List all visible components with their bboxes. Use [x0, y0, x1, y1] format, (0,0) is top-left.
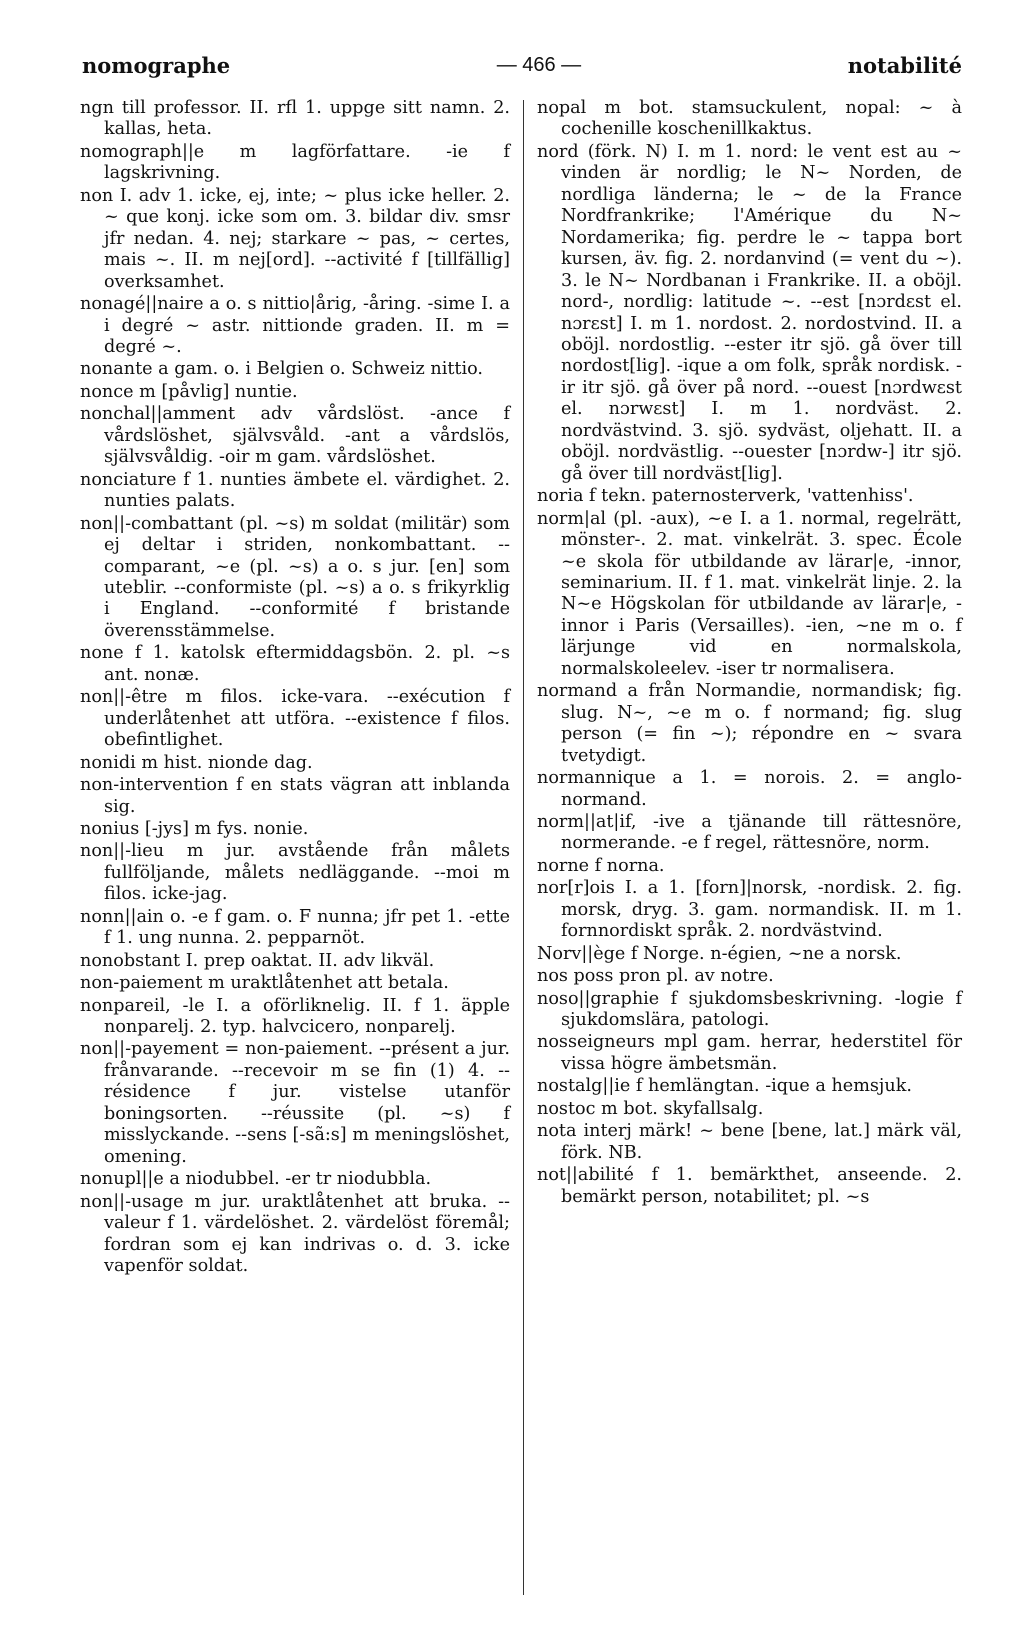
dictionary-entry: noria f tekn. paternosterverk, 'vattenhiss'.: [537, 486, 914, 507]
dictionary-entry: nostoc m bot. skyfallsalg.: [537, 1098, 764, 1119]
dictionary-entry: nonpareil, -le I. a oförliknelig. II. f 1. äpple nonparelj. 2. typ. halvcicero, nonparelj.: [80, 995, 510, 1038]
dictionary-entry: norne f norna.: [537, 855, 665, 876]
dictionary-entry: ngn till professor. II. rfl 1. uppge sitt namn. 2. kallas, heta.: [80, 98, 510, 140]
dictionary-entry: nonante a gam. o. i Belgien o. Schweiz nittio.: [80, 359, 483, 380]
dictionary-entry: nonciature f 1. nunties ämbete el. värdighet. 2. nunties palats.: [80, 469, 510, 512]
dictionary-entry: nosseigneurs mpl gam. herrar, hederstitel för vissa högre ämbetsmän.: [537, 1032, 962, 1074]
dictionary-entry: nonagé||naire a o. s nittio|årig, -åring. -sime I. a i degré ~ astr. nittionde graden. II. m = degré ~.: [80, 294, 510, 357]
dictionary-entry: nonidi m hist. nionde dag.: [80, 752, 313, 773]
dictionary-entry: normand a från Normandie, normandisk; fig. slug. N~, ~e m o. f normand; fig. slug person (= fin ~); répondre en ~ svara tvetydigt.: [537, 681, 962, 766]
dictionary-entry: nota interj märk! ~ bene [bene, lat.] märk väl, förk. NB.: [537, 1121, 962, 1163]
dictionary-entry: non||-être m filos. icke-vara. --exécution f underlåtenhet att utföra. --existence f filos. obefintlighet.: [80, 687, 510, 751]
right-guide-word: notabilité: [847, 52, 962, 78]
dictionary-entry: nonce m [påvlig] nuntie.: [80, 381, 298, 402]
dictionary-entry: nos poss pron pl. av notre.: [537, 966, 774, 987]
dictionary-entry: normannique a 1. = norois. 2. = anglo-normand.: [537, 768, 962, 810]
dictionary-entry: non||-usage m jur. uraktlåtenhet att bruka. --valeur f 1. värdelöshet. 2. värdelöst föremål; fordran som ej kan indrivas o. d. 3. icke vapenför soldat.: [80, 1191, 510, 1277]
dictionary-entry: non-paiement m uraktlåtenhet att betala.: [80, 973, 449, 994]
dictionary-entry: non||-combattant (pl. ~s) m soldat (militär) som ej deltar i striden, nonkombattant. --comparant, ~e (pl. ~s) a o. s jur. [en] som uteblir. --conformiste (pl. ~s) a o. s frikyrklig i England. --conformité f bristande överensstämmelse.: [80, 513, 510, 641]
dictionary-entry: Norv||ège f Norge. n-égien, ~ne a norsk.: [537, 943, 902, 964]
dictionary-entry: not||abilité f 1. bemärkthet, anseende. 2. bemärkt person, notabilitet; pl. ~s: [537, 1165, 962, 1207]
dictionary-entry: nonupl||e a niodubbel. -er tr niodubbla.: [80, 1169, 432, 1190]
left-column: [80, 98, 510, 1278]
dictionary-entry: non-intervention f en stats vägran att inblanda sig.: [80, 775, 510, 817]
dictionary-entry: non I. adv 1. icke, ej, inte; ~ plus icke heller. 2. ~ que konj. icke som om. 3. bildar div. smsr jfr nedan. 4. nej; starkare ~ pas, ~ certes, mais ~. II. m nej[ord]. --activité f [tillfällig] overksamhet.: [80, 185, 510, 292]
dictionary-entry: nomograph||e m lagförfattare. -ie f lagskrivning.: [80, 141, 510, 184]
dictionary-entry: non||-payement = non-paiement. --présent a jur. frånvarande. --recevoir m se fin (1) 4. --résidence f jur. vistelse utanför boningsorten. --réussite (pl. ~s) f misslyckande. --sens [-sã:s] m meningslöshet, omening.: [80, 1039, 510, 1167]
dictionary-entry: noso||graphie f sjukdomsbeskrivning. -logie f sjukdomslära, patologi.: [537, 988, 962, 1031]
dictionary-entry: none f 1. katolsk eftermiddagsbön. 2. pl. ~s ant. nonæ.: [80, 643, 510, 685]
dictionary-entry: nonius [-jys] m fys. nonie.: [80, 818, 309, 839]
dictionary-entry: norm||at|if, -ive a tjänande till rättesnöre, normerande. -e f regel, rättesnöre, norm.: [537, 811, 962, 854]
column-divider: [523, 100, 524, 1595]
page-number: — 466 —: [496, 53, 582, 76]
dictionary-entry: nostalg||ie f hemlängtan. -ique a hemsjuk.: [537, 1076, 912, 1097]
left-guide-word: nomographe: [82, 52, 231, 78]
right-column: [537, 98, 962, 1209]
page-header: [82, 48, 962, 82]
dictionary-entry: nonchal||amment adv vårdslöst. -ance f vårdslöshet, självsvåld. -ant a vårdslös, självsvåldig. -oir m gam. vårdslöshet.: [80, 404, 510, 468]
dictionary-entry: nopal m bot. stamsuckulent, nopal: ~ à cochenille koschenillkaktus.: [537, 98, 962, 140]
dictionary-entry: nord (förk. N) I. m 1. nord: le vent est au ~ vinden är nordlig; le N~ Norden, de nordliga länderna; le ~ de la France Nordfrankrike; l'Amérique du N~ Nordamerika; fig. perdre le ~ tappa bort kursen, äv. fig. 2. nordanvind (= vent du ~). 3. le N~ Nordbanan i Frankrike. II. a oböjl. nord-, nordlig: latitude ~. --est [nɔrdɛst el. nɔrɛst] I. m 1. nordost. 2. nordostvind. II. a oböjl. nordostlig. --ester itr sjö. gå över till nordost[lig]. -ique a om folk, språk nordisk. -ir itr sjö. gå över på nord. --ouest [nɔrdwɛst el. nɔrwɛst] I. m 1. nordväst. 2. nordvästvind. 3. sjö. sydväst, oljehatt. II. a oböjl. nordvästlig. --ouester [nɔrdw-] itr sjö. gå över till nordväst[lig].: [537, 141, 962, 484]
dictionary-entry: norm|al (pl. -aux), ~e I. a 1. normal, regelrätt, mönster-. 2. mat. vinkelrät. 3. spec. École ~e skola för utbildande av lärar|e, -innor, seminarium. II. f 1. mat. vinkelrät linje. 2. la N~e Högskolan för utbildande av lärar|e, -innor i Paris (Versailles). -ien, ~ne m o. f lärjunge vid en normalskola, normalskoleelev. -iser tr normalisera.: [537, 508, 962, 679]
dictionary-entry: nonn||ain o. -e f gam. o. F nunna; jfr pet 1. -ette f 1. ung nunna. 2. pepparnöt.: [80, 906, 510, 949]
dictionary-entry: nor[r]ois I. a 1. [forn]|norsk, -nordisk. 2. fig. morsk, dryg. 3. gam. normandisk. II. m 1. fornnordiskt språk. 2. nordvästvind.: [537, 878, 962, 942]
dictionary-entry: non||-lieu m jur. avstående från målets fullföljande, målets nedläggande. --moi m filos. icke-jag.: [80, 841, 510, 905]
dictionary-entry: nonobstant I. prep oaktat. II. adv likväl.: [80, 950, 435, 971]
